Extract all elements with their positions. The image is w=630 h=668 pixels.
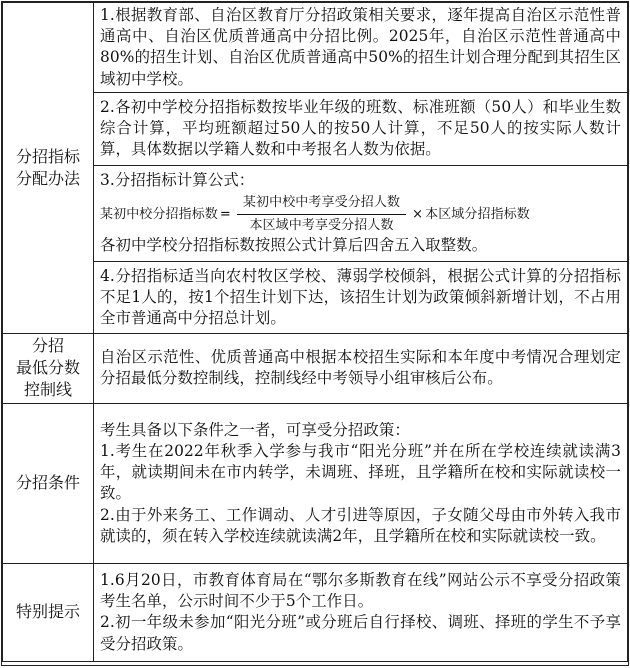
policy-table-container: [1, 1, 629, 666]
row-label-min-score: [3, 333, 94, 403]
formula-equals: =: [219, 206, 231, 222]
policy-table: [2, 2, 628, 662]
conditions-cell: [94, 403, 628, 563]
conditions-item-2: 2.由于外来务工、工作调动、人才引进等原因，子女随父母由市外转入我市就读的，须在转入学校连续就读满2年，且学籍所在校和实际就读校一致。: [100, 505, 621, 545]
label-line: 特别提示: [15, 602, 80, 622]
min-score-cell: [94, 333, 628, 403]
formula-denominator: 本区域中考享受分招人数: [249, 218, 394, 234]
formula-numerator: 某初中校中考享受分招人数: [237, 194, 406, 215]
table-row: [3, 403, 628, 563]
special-notice-cell: [94, 563, 628, 661]
label-line: 分招指标: [15, 146, 80, 166]
row-label-conditions: [3, 403, 94, 563]
allocation-item-4-cell: [94, 261, 628, 333]
special-notice-item-2: 2.初一年级未参加“阳光分班”或分班后自行择校、调班、择班的学生不予享受分招政策。: [100, 613, 621, 653]
formula-fraction: [237, 194, 406, 235]
allocation-item-1: 1.根据教育部、自治区教育厅分招政策相关要求，逐年提高自治区示范性普通高中、自治区优质普通高中分招比例。2025年，自治区示范性普通高中80%的招生计划、自治区优质普通高中50%的招生计划合理分配到其招生区域初中学校。: [100, 6, 621, 88]
formula-heading: 3.分招指标计算公式：: [100, 171, 255, 190]
formula-note: 各初中学校分招指标数按照公式计算后四舍五入取整数。: [100, 236, 488, 255]
table-row: [3, 3, 628, 93]
table-row: [3, 563, 628, 661]
table-row: [3, 165, 628, 261]
row-label-special-notice: [3, 563, 94, 661]
allocation-item-2-cell: [94, 92, 628, 165]
formula-rhs: 本区域分招指标数: [425, 206, 530, 222]
label-line: 分配办法: [15, 168, 80, 188]
special-notice-item-1: 1.6月20日，市教育体育局在“鄂尔多斯教育在线”网站公示不享受分招政策考生名单，公示时间不少于5个工作日。: [100, 570, 621, 611]
label-line: 最低分数: [15, 358, 80, 378]
min-score-text: 自治区示范性、优质普通高中根据本校招生实际和本年度中考情况合理划定分招最低分数控制线，控制线经中考领导小组审核后公布。: [100, 348, 621, 388]
table-row: [3, 92, 628, 165]
allocation-item-1-cell: [94, 3, 628, 93]
allocation-formula-cell: [94, 165, 628, 261]
table-row: [3, 333, 628, 403]
formula: [100, 194, 621, 235]
label-line: 分招: [31, 336, 64, 356]
table-row: [3, 261, 628, 333]
conditions-item-1: 1.考生在2022年秋季入学参与我市“阳光分班”并在所在学校连续就读满3年，就读期间未在市内转学，未调班、择班，且学籍所在校和实际就读校一致。: [100, 441, 621, 503]
formula-times: ×: [412, 206, 424, 222]
label-line: 控制线: [23, 380, 72, 400]
allocation-item-2: 2.各初中学校分招指标数按毕业年级的班数、标准班额（50人）和毕业生数综合计算，平均班额超过50人的按50人计算，不足50人的按实际人数计算，具体数据以学籍人数和中考报名人数为依据。: [100, 98, 621, 159]
conditions-intro: 考生具备以下条件之一者，可享受分招政策：: [100, 420, 410, 439]
label-line: 分招条件: [15, 473, 80, 493]
row-label-allocation: [3, 3, 94, 334]
allocation-item-4: 4.分招指标适当向农村牧区学校、薄弱学校倾斜，根据公式计算的分招指标不足1人的，按1个招生计划下达，该招生计划为政策倾斜新增计划，不占用全市普通高中分招总计划。: [100, 266, 621, 327]
formula-lhs: 某初中校分招指标数: [100, 206, 218, 222]
